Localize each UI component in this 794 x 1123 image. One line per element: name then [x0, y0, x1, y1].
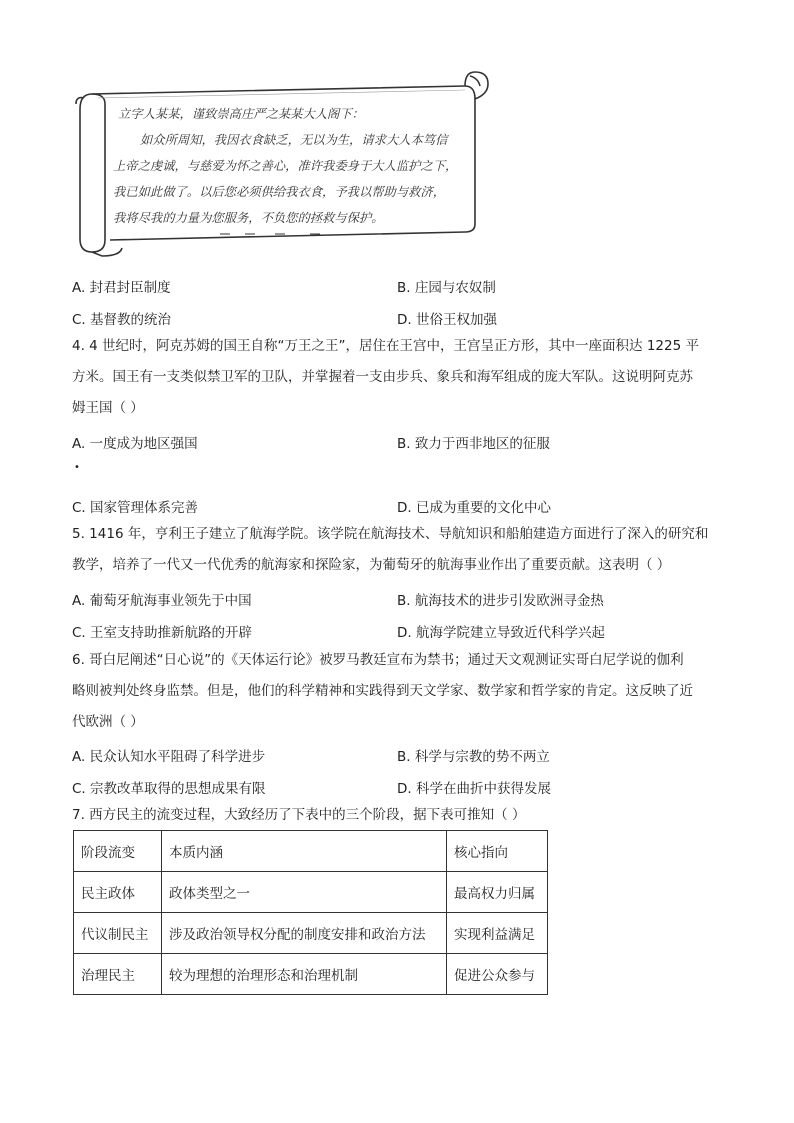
q5-option-d: D. 航海学院建立导致近代科学兴起 [397, 625, 605, 641]
letter-line-3: 上帝之虔诚，与慈爱为怀之善心，准许我委身于大人监护之下， [113, 159, 458, 173]
q5-option-c: C. 王室支持助推新航路的开辟 [72, 625, 253, 641]
q3-option-b: B. 庄园与农奴制 [397, 280, 496, 296]
q6-stem-line-3: 代欧洲（ ） [72, 714, 144, 730]
table-row [74, 913, 548, 954]
letter-line-1: 立字人某某，谨致崇高庄严之某某大人阁下： [118, 107, 364, 121]
q4-option-d: D. 已成为重要的文化中心 [397, 500, 551, 516]
table-cell: 政体类型之一 [162, 872, 447, 913]
table-cell: 民主政体 [74, 872, 162, 913]
q3-option-d: D. 世俗王权加强 [397, 312, 497, 328]
q4-stem-line-2: 方米。国王有一支类似禁卫军的卫队，并掌握着一支由步兵、象兵和海军组成的庞大军队。这说明阿克苏 [72, 369, 693, 385]
q4-stem-line-3: 姆王国（ ） [72, 400, 144, 416]
table-cell: 代议制民主 [74, 913, 162, 954]
q5-stem-line-1: 5. 1416 年，亨利王子建立了航海学院。该学院在航海技术、导航知识和船舶建造方面进行了深入的研究和 [72, 526, 709, 542]
letter-line-5: 我将尽我的力量为您服务，不负您的拯救与保护。 [113, 211, 384, 225]
table-cell: 促进公众参与 [447, 954, 548, 995]
table-cell: 最高权力归属 [447, 872, 548, 913]
q6-stem-line-1: 6. 哥白尼阐述“日心说”的《天体运行论》被罗马教廷宣布为禁书；通过天文观测证实哥白尼学说的伽利 [72, 652, 684, 668]
table-cell: 治理民主 [74, 954, 162, 995]
q6-option-a: A. 民众认知水平阻碍了科学进步 [72, 749, 266, 765]
stray-dot: • [74, 462, 80, 473]
q7-table [73, 830, 548, 995]
q4-option-b: B. 致力于西非地区的征服 [397, 436, 550, 452]
q4-option-c: C. 国家管理体系完善 [72, 500, 199, 516]
table-cell: 涉及政治领导权分配的制度安排和政治方法 [162, 913, 447, 954]
q6-option-c: C. 宗教改革取得的思想成果有限 [72, 781, 266, 797]
q4-option-a: A. 一度成为地区强国 [72, 436, 198, 452]
q7-stem: 7. 西方民主的流变过程，大致经历了下表中的三个阶段，据下表可推知（ ） [72, 807, 526, 823]
q6-stem-line-2: 略则被判处终身监禁。但是，他们的科学精神和实践得到天文学家、数学家和哲学家的肯定。这反映了近 [72, 683, 693, 699]
table-row [74, 954, 548, 995]
scroll-illustration [70, 64, 495, 264]
q6-option-b: B. 科学与宗教的势不两立 [397, 749, 550, 765]
q5-stem-line-2: 教学，培养了一代又一代优秀的航海家和探险家，为葡萄牙的航海事业作出了重要贡献。这表明（ ） [72, 557, 671, 573]
q3-option-a: A. 封君封臣制度 [72, 280, 171, 296]
table-cell: 实现利益满足 [447, 913, 548, 954]
q6-option-d: D. 科学在曲折中获得发展 [397, 781, 551, 797]
table-header-cell: 核心指向 [447, 831, 548, 872]
table-header-row [74, 831, 548, 872]
q5-option-b: B. 航海技术的进步引发欧洲寻金热 [397, 593, 604, 609]
q4-stem-line-1: 4. 4 世纪时，阿克苏姆的国王自称“万王之王”，居住在王宫中，王宫呈正方形，其中一座面积达 1225 平 [72, 338, 699, 354]
letter-line-4: 我已如此做了。以后您必须供给我衣食，予我以帮助与救济， [113, 185, 446, 199]
table-cell: 较为理想的治理形态和治理机制 [162, 954, 447, 995]
q3-option-c: C. 基督教的统治 [72, 312, 172, 328]
letter-line-2: 如众所周知，我因衣食缺乏，无以为生，请求大人本笃信 [140, 133, 448, 147]
q5-option-a: A. 葡萄牙航海事业领先于中国 [72, 593, 252, 609]
table-row [74, 872, 548, 913]
table-header-cell: 本质内涵 [162, 831, 447, 872]
table-header-cell: 阶段流变 [74, 831, 162, 872]
